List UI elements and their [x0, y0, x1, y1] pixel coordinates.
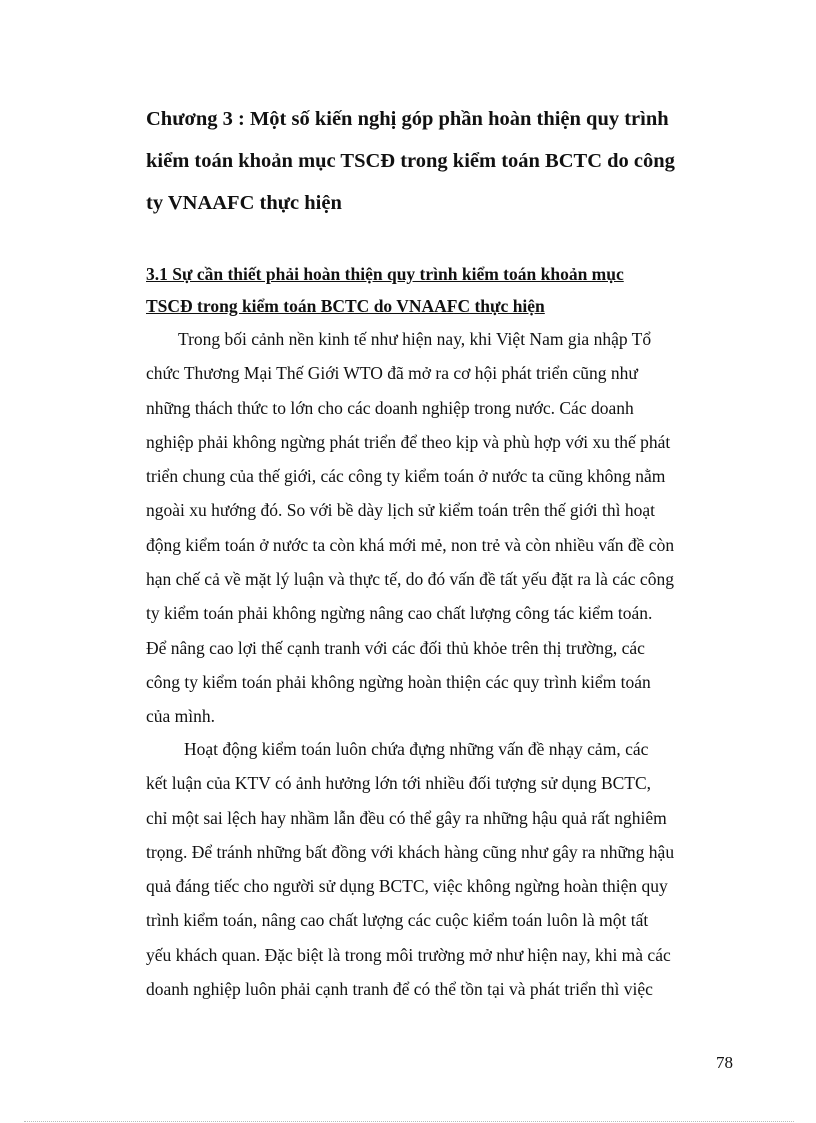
section-heading-line: 3.1 Sự cần thiết phải hoàn thiện quy trình kiểm toán khoản mục — [146, 264, 624, 284]
text-line: Trong bối cảnh nền kinh tế như hiện nay, khi Việt Nam gia nhập Tổ — [178, 329, 652, 349]
body-paragraph-2 — [146, 732, 708, 1006]
chapter-title — [146, 98, 706, 224]
body-paragraph-1 — [146, 322, 708, 734]
chapter-title-line: ty VNAAFC thực hiện — [146, 192, 342, 214]
text-line: công ty kiểm toán phải không ngừng hoàn thiện các quy trình kiểm toán — [146, 671, 651, 692]
text-line: của mình. — [146, 706, 216, 727]
text-line: ty kiểm toán phải không ngừng nâng cao chất lượng công tác kiểm toán. — [146, 603, 653, 624]
text-line: Hoạt động kiểm toán luôn chứa đựng những vấn đề nhạy cảm, các — [184, 739, 649, 759]
section-heading — [146, 258, 713, 322]
text-line: doanh nghiệp luôn phải cạnh tranh để có thể tồn tại và phát triển thì việc — [146, 979, 653, 1000]
text-line: triển chung của thế giới, các công ty kiểm toán ở nước ta cũng không nằm — [146, 466, 666, 487]
text-line: quả đáng tiếc cho người sử dụng BCTC, việc không ngừng hoàn thiện quy — [146, 876, 668, 897]
text-line: yếu khách quan. Đặc biệt là trong môi trường mở như hiện nay, khi mà các — [146, 944, 671, 965]
chapter-title-line: Chương 3 : Một số kiến nghị góp phần hoàn thiện quy trình — [146, 108, 669, 130]
text-line: những thách thức to lớn cho các doanh nghiệp trong nước. Các doanh — [146, 397, 634, 418]
text-line: kết luận của KTV có ảnh hưởng lớn tới nhiều đối tượng sử dụng BCTC, — [146, 773, 652, 794]
page-number: 78 — [716, 1053, 733, 1072]
section-heading-line: TSCĐ trong kiểm toán BCTC do VNAAFC thực hiện — [146, 296, 545, 316]
text-line: trọng. Để tránh những bất đồng với khách hàng cũng như gây ra những hậu — [146, 841, 675, 862]
text-line: động kiểm toán ở nước ta còn khá mới mẻ, non trẻ và còn nhiều vấn đề còn — [146, 534, 675, 555]
text-line: ngoài xu hướng đó. So với bề dày lịch sử kiểm toán trên thế giới thì hoạt — [146, 500, 655, 521]
footer-divider — [24, 1121, 794, 1122]
chapter-title-line: kiểm toán khoản mục TSCĐ trong kiểm toán BCTC do công — [146, 150, 675, 172]
text-line: trình kiểm toán, nâng cao chất lượng các cuộc kiểm toán luôn là một tất — [146, 910, 649, 931]
text-line: chỉ một sai lệch hay nhầm lẫn đều có thể gây ra những hậu quả rất nghiêm — [146, 807, 667, 828]
text-line: Để nâng cao lợi thế cạnh tranh với các đối thủ khỏe trên thị trường, các — [146, 637, 645, 658]
text-line: chức Thương Mại Thế Giới WTO đã mở ra cơ hội phát triển cũng như — [146, 363, 638, 384]
text-line: hạn chế cả về mặt lý luận và thực tế, do đó vấn đề tất yếu đặt ra là các công — [146, 569, 674, 590]
text-line: nghiệp phải không ngừng phát triển để theo kịp và phù hợp với xu thế phát — [146, 431, 671, 452]
